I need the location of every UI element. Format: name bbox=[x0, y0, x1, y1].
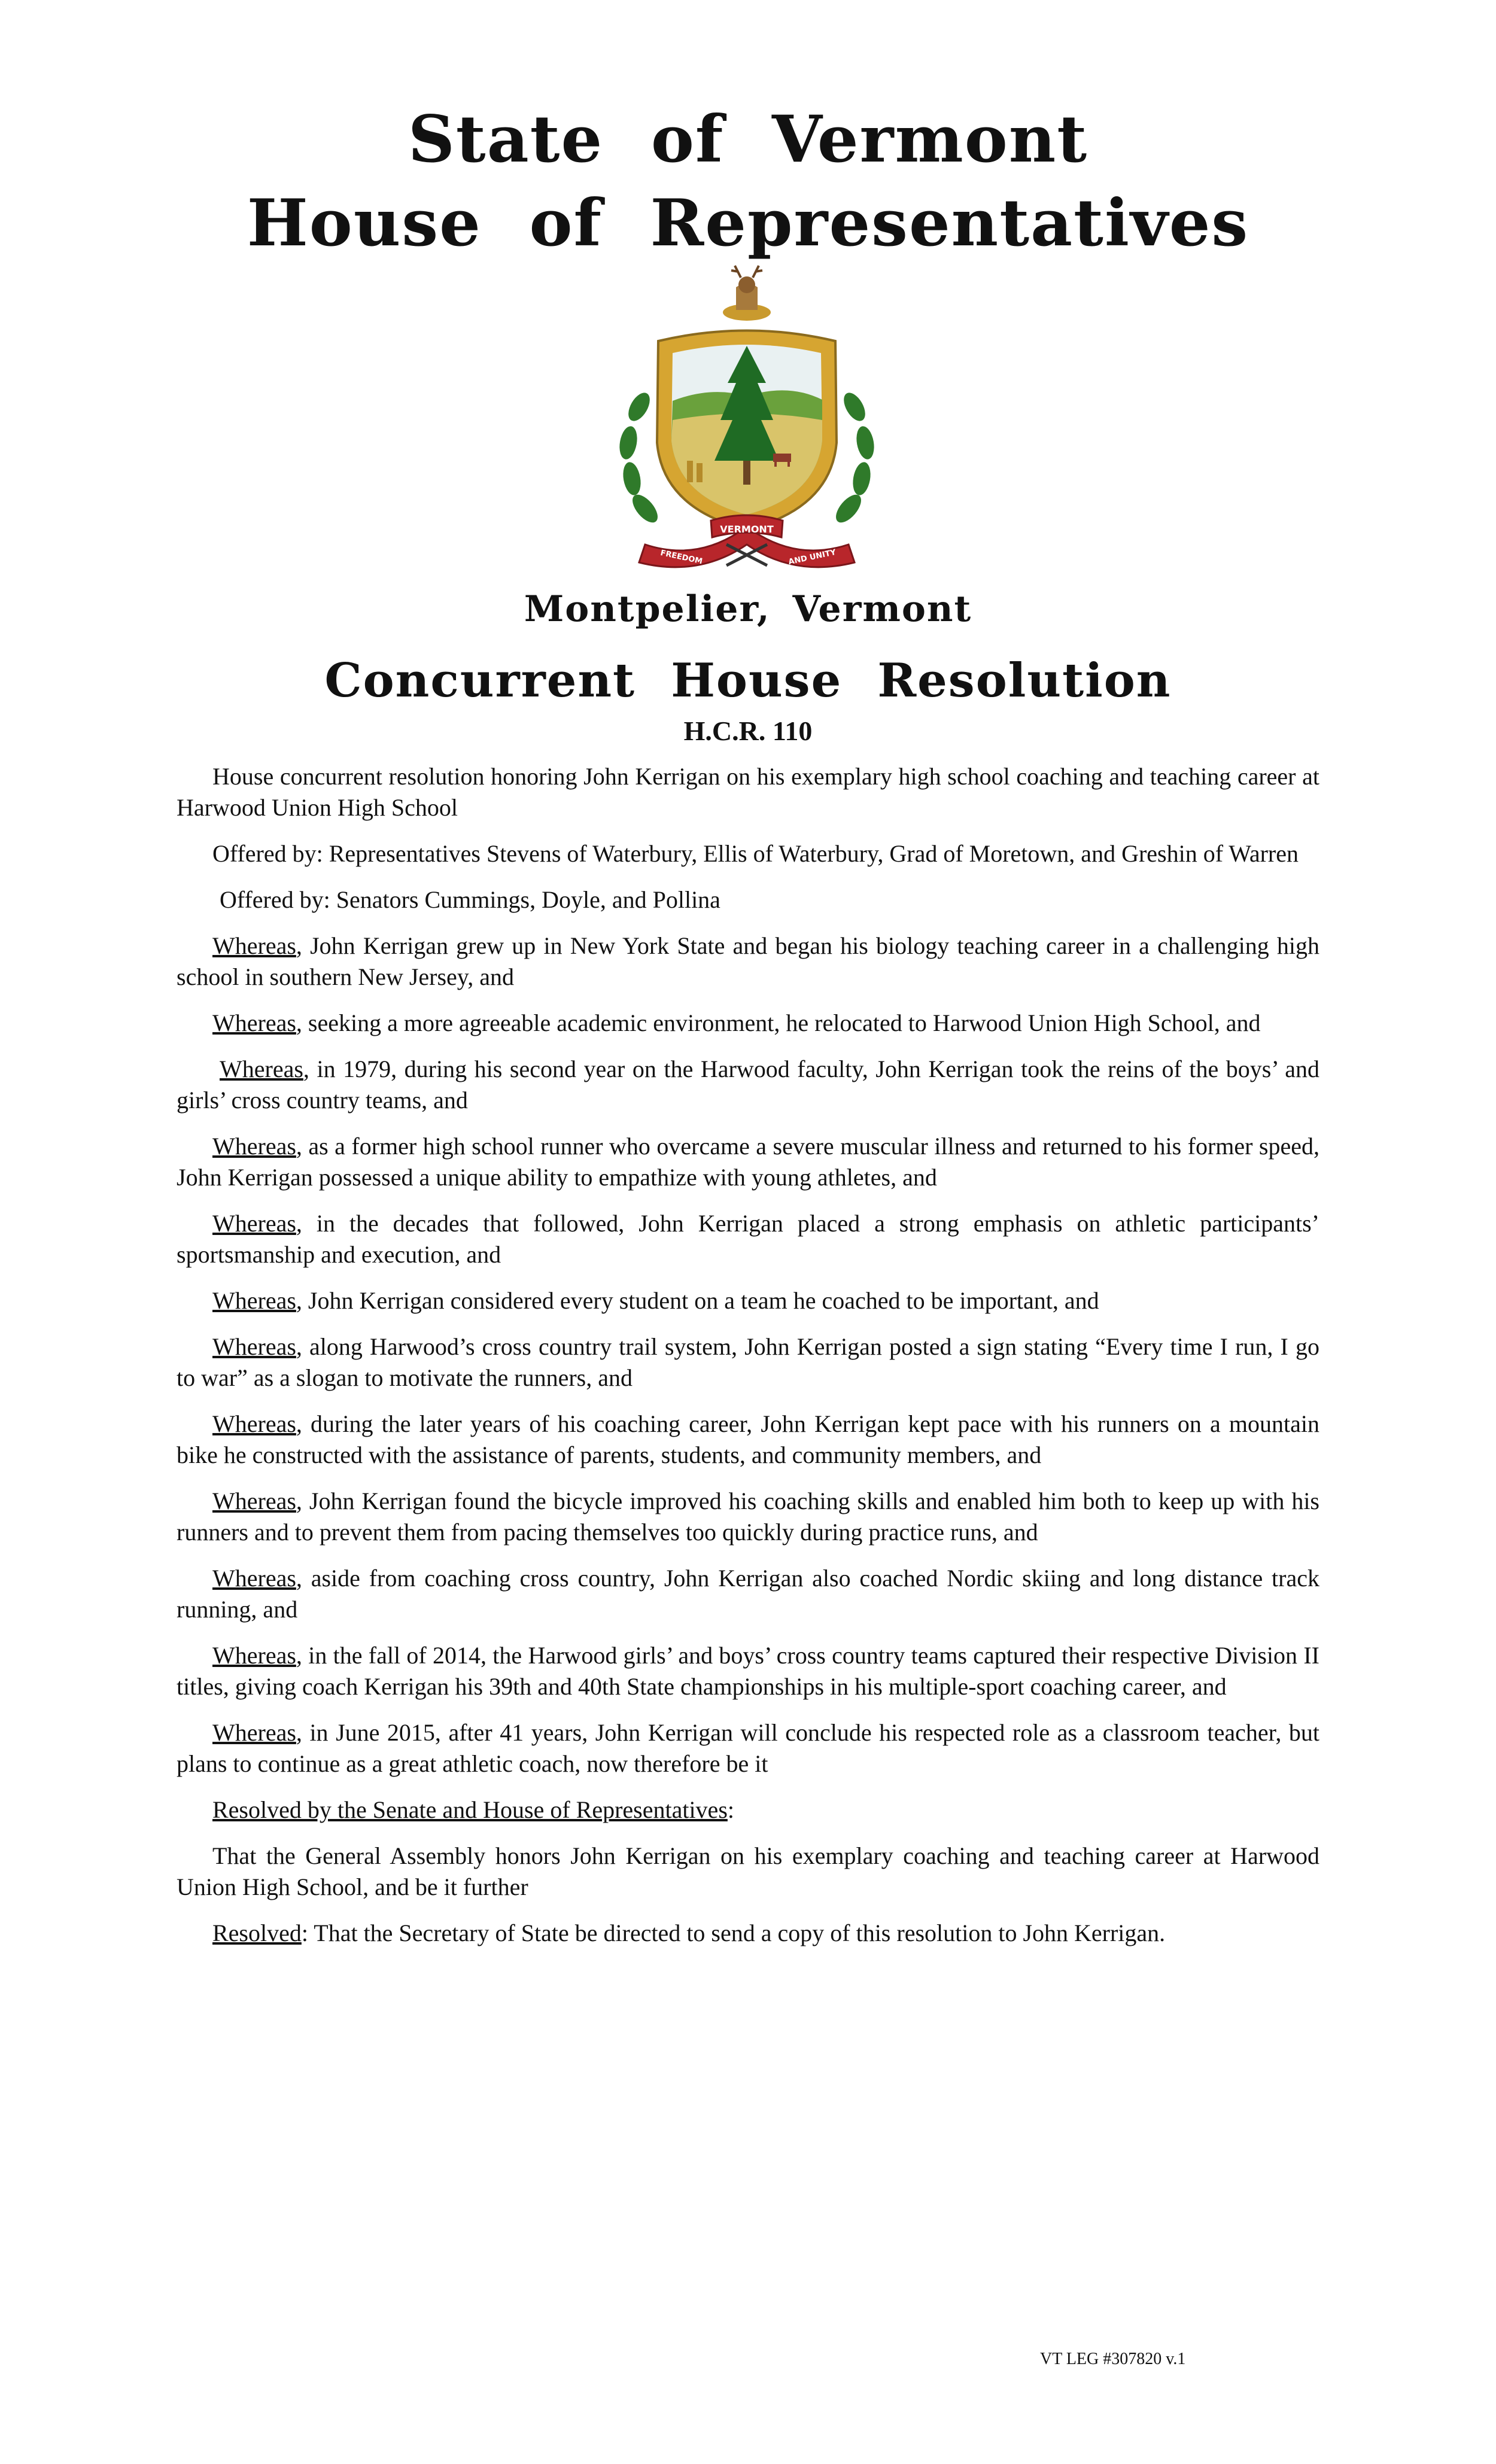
whereas-label: Whereas bbox=[220, 1055, 303, 1082]
banner-left-text: FREEDOM bbox=[659, 548, 704, 567]
whereas-text: , as a former high school runner who overcame a severe muscular illness and returned to his former speed, John Kerrigan possessed a unique ability to empathize with young athletes, and bbox=[177, 1133, 1319, 1191]
whereas-label: Whereas bbox=[212, 1133, 296, 1160]
document-id-footer: VT LEG #307820 v.1 bbox=[1040, 2350, 1186, 2368]
whereas-label: Whereas bbox=[212, 1210, 296, 1237]
whereas-text: , along Harwood’s cross country trail system, John Kerrigan posted a sign stating “Every time I run, I go to war” as a slogan to motivate the runners, and bbox=[177, 1333, 1319, 1391]
resolution-type-heading: Concurrent House Resolution bbox=[324, 653, 1172, 708]
offered-by-senate: Offered by: Senators Cummings, Doyle, and Pollina bbox=[220, 886, 720, 913]
whereas-text: , in the fall of 2014, the Harwood girls’ and boys’ cross country teams captured their respective Division II titles, giving coach Kerrigan his 39th and 40th State championships in his multiple-sport coaching career, and bbox=[177, 1642, 1319, 1700]
whereas-label: Whereas bbox=[212, 1009, 296, 1036]
shield bbox=[657, 331, 837, 530]
whereas-clause bbox=[177, 930, 1319, 993]
whereas-clause bbox=[177, 1208, 1319, 1270]
whereas-clause bbox=[177, 1131, 1319, 1193]
whereas-label: Whereas bbox=[212, 1642, 296, 1669]
place-heading: Montpelier, Vermont bbox=[524, 588, 972, 630]
whereas-clause bbox=[177, 1486, 1319, 1548]
whereas-text: , aside from coaching cross country, John Kerrigan also coached Nordic skiing and long distance track running, and bbox=[177, 1565, 1319, 1623]
vermont-coat-of-arms-icon bbox=[603, 263, 890, 580]
summary-paragraph: House concurrent resolution honoring John Kerrigan on his exemplary high school coaching and teaching career at Harwood Union High School bbox=[177, 763, 1319, 821]
whereas-text: , during the later years of his coaching career, John Kerrigan kept pace with his runners on a mountain bike he constructed with the assistance of parents, students, and community members, and bbox=[177, 1410, 1319, 1468]
resolved-heading bbox=[177, 1794, 1319, 1826]
resolution-body bbox=[177, 761, 1319, 1964]
stag-crest bbox=[723, 266, 771, 321]
title-house: House of Representatives bbox=[247, 185, 1249, 261]
whereas-clause bbox=[177, 1285, 1319, 1316]
seal-ribbon bbox=[639, 515, 855, 567]
resolved-final-clause bbox=[177, 1918, 1319, 1949]
whereas-label: Whereas bbox=[212, 1333, 296, 1360]
whereas-text: , seeking a more agreeable academic environment, he relocated to Harwood Union High School, and bbox=[296, 1009, 1261, 1036]
whereas-clause bbox=[177, 1008, 1319, 1039]
whereas-text: , in the decades that followed, John Kerrigan placed a strong emphasis on athletic participants’ sportsmanship and execution, and bbox=[177, 1210, 1319, 1268]
whereas-text: , John Kerrigan considered every student on a team he coached to be important, and bbox=[296, 1287, 1099, 1314]
whereas-label: Whereas bbox=[212, 1410, 296, 1437]
whereas-text: , in 1979, during his second year on the Harwood faculty, John Kerrigan took the reins of the boys’ and girls’ cross country teams, and bbox=[177, 1055, 1319, 1114]
whereas-label: Whereas bbox=[212, 1287, 296, 1314]
resolved-heading-colon: : bbox=[727, 1796, 735, 1823]
whereas-label: Whereas bbox=[212, 1719, 296, 1746]
offered-by-house: Offered by: Representatives Stevens of Waterbury, Ellis of Waterbury, Grad of Moretown, and Greshin of Warren bbox=[212, 840, 1299, 867]
whereas-clause bbox=[177, 1563, 1319, 1625]
whereas-clause bbox=[177, 1717, 1319, 1779]
title-state: State of Vermont bbox=[408, 102, 1088, 177]
banner-right-text: AND UNITY bbox=[787, 547, 837, 567]
whereas-clause bbox=[177, 1054, 1319, 1116]
whereas-label: Whereas bbox=[212, 932, 296, 959]
whereas-clause bbox=[177, 1640, 1319, 1702]
whereas-text: , John Kerrigan found the bicycle improved his coaching skills and enabled him both to keep up with his runners and to prevent them from pacing themselves too quickly during practice runs, and bbox=[177, 1487, 1319, 1546]
banner-top-text: VERMONT bbox=[720, 524, 774, 535]
whereas-text: , in June 2015, after 41 years, John Kerrigan will conclude his respected role as a classroom teacher, but plans to continue as a great athletic coach, now therefore be it bbox=[177, 1719, 1319, 1777]
resolution-number: H.C.R. 110 bbox=[683, 716, 813, 746]
resolved-final-text: : That the Secretary of State be directed to send a copy of this resolution to John Kerrigan. bbox=[301, 1920, 1166, 1946]
resolved-text: That the General Assembly honors John Kerrigan on his exemplary coaching and teaching career at Harwood Union High School, and be it further bbox=[177, 1842, 1319, 1900]
resolved-label: Resolved bbox=[212, 1920, 302, 1946]
whereas-label: Whereas bbox=[212, 1565, 296, 1592]
resolved-heading-text: Resolved by the Senate and House of Representatives bbox=[212, 1796, 728, 1823]
whereas-label: Whereas bbox=[212, 1487, 296, 1514]
whereas-clause bbox=[177, 1331, 1319, 1394]
whereas-text: , John Kerrigan grew up in New York State and began his biology teaching career in a challenging high school in southern New Jersey, and bbox=[177, 932, 1319, 990]
whereas-clause bbox=[177, 1409, 1319, 1471]
